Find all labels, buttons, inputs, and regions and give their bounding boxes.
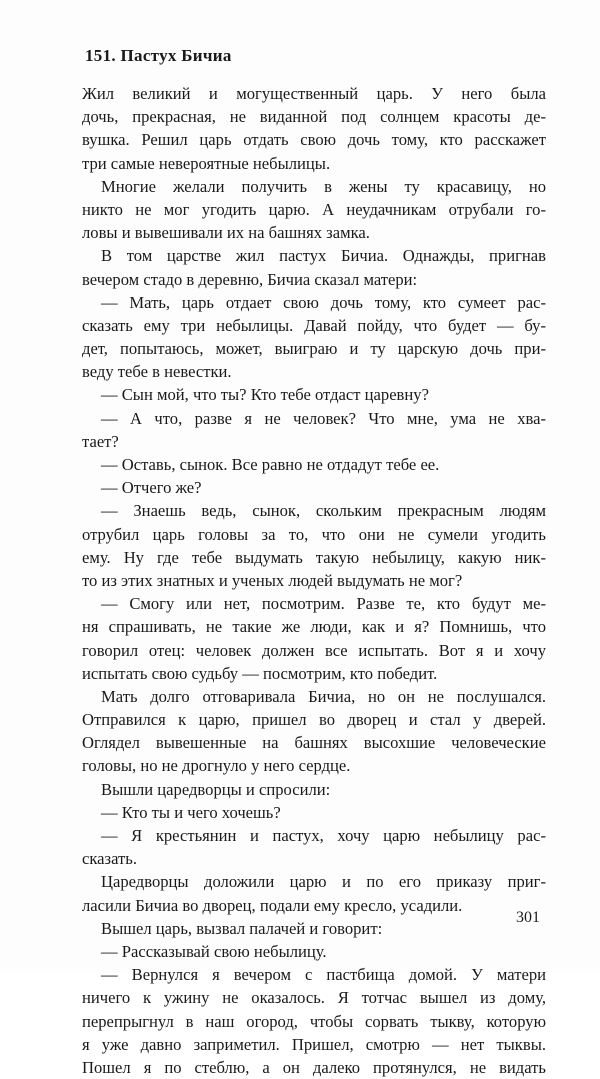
text-line: Оглядел вывешенные на башнях высохшие человеческие <box>82 733 546 753</box>
text-line: дочь, прекрасная, не виданной под солнцем красоты де- <box>82 107 546 127</box>
text-line: Отправился к царю, пришел во дворец и стал у дверей. <box>82 710 546 730</box>
text-line: перепрыгнул в наш огород, чтобы сорвать тыкву, которую <box>82 1011 546 1031</box>
text-line: ласили Бичиа во дворец, подали ему кресло, усадили. <box>82 895 463 915</box>
text-line: — Знаешь ведь, сынок, скольким прекрасным людям <box>101 501 546 521</box>
text-line: веду тебе в невестки. <box>82 362 232 382</box>
text-line: Вышел царь, вызвал палачей и говорит: <box>101 918 383 938</box>
text-line: говорил отец: человек должен все испытать. Вот я и хочу <box>82 640 546 660</box>
text-line: — Кто ты и чего хочешь? <box>101 802 281 822</box>
text-line: Мать долго отговаривала Бичиа, но он не послушался. <box>101 686 546 706</box>
text-line: я уже давно заприметил. Пришел, смотрю — нет тыквы. <box>82 1034 546 1054</box>
text-line: Пошел я по стеблю, а он далеко протянулся, не видать <box>82 1057 546 1077</box>
text-line: отрубил царь головы за то, что они не сумели угодить <box>82 524 546 544</box>
text-line: — Смогу или нет, посмотрим. Разве те, кто будут ме- <box>101 594 546 614</box>
text-line: — Мать, царь отдает свою дочь тому, кто сумеет рас- <box>101 292 546 312</box>
text-line: Царедворцы доложили царю и по его приказу приг- <box>101 872 546 892</box>
text-line: никто не мог угодить царю. А неудачникам отрубали го- <box>82 199 546 219</box>
text-line: — Я крестьянин и пастух, хочу царю небылицу рас- <box>101 826 546 845</box>
text-line: сказать ему три небылицы. Давай пойду, что будет — бу- <box>82 315 546 335</box>
text-line: — А что, разве я не человек? Что мне, ума не хва- <box>101 408 546 428</box>
story-title: 151. Пастух Бичиа <box>85 46 232 65</box>
text-line: ему. Ну где тебе выдумать такую небылицу, какую ник- <box>82 547 546 567</box>
text-line: — Оставь, сынок. Все равно не отдадут тебе ее. <box>101 455 440 474</box>
text-line: сказать. <box>82 849 137 869</box>
text-line: головы, но не дрогнуло у него сердце. <box>82 756 351 776</box>
text-line: три самые невероятные небылицы. <box>82 153 331 173</box>
text-line: — Сын мой, что ты? Кто тебе отдаст царевну? <box>101 385 429 405</box>
text-line: вушка. Решил царь отдать свою дочь тому, кто расскажет <box>82 130 546 150</box>
text-line: ловы и вывешивали их на башнях замка. <box>82 223 370 243</box>
text-line: — Отчего же? <box>101 478 202 498</box>
text-line: — Рассказывай свою небылицу. <box>101 941 327 961</box>
text-line: Многие желали получить в жены ту красавицу, но <box>101 176 546 196</box>
text-line: вечером стадо в деревню, Бичиа сказал матери: <box>82 269 418 289</box>
text-line: Вышли царедворцы и спросили: <box>101 779 331 799</box>
text-line: тает? <box>82 431 119 451</box>
text-line: ня спрашивать, не такие же люди, как и я? Помнишь, что <box>82 617 546 637</box>
text-line: испытать свою судьбу — посмотрим, кто победит. <box>82 663 438 683</box>
text-line: В том царстве жил пастух Бичиа. Однажды, пригнав <box>101 246 546 266</box>
page-number: 301 <box>516 909 540 926</box>
text-line: дет, попытаюсь, может, выиграю и ту царскую дочь при- <box>82 339 546 359</box>
text-line: — Вернулся я вечером с пастбища домой. У матери <box>101 965 546 985</box>
text-line: то из этих знатных и ученых людей выдумать не мог? <box>82 570 463 590</box>
text-line: Жил великий и могущественный царь. У него была <box>82 84 546 103</box>
text-line: ничего к ужину не оказалось. Я тотчас вышел из дому, <box>82 988 546 1008</box>
story-body <box>82 82 546 1079</box>
